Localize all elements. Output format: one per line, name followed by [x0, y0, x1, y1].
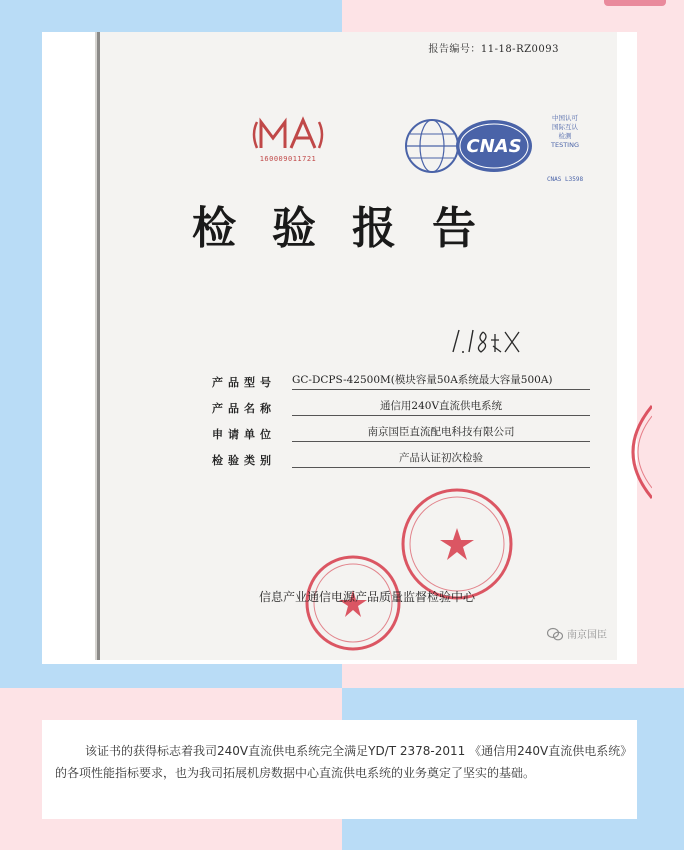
field-row-model	[212, 368, 602, 394]
corner-accent	[604, 0, 666, 6]
caption-card	[42, 720, 637, 819]
caption-text: 该证书的获得标志着我司240V直流供电系统完全满足YD/T 2378-2011 《通信用240V直流供电系统》的各项性能指标要求，也为我司拓展机房数据中心直流供电系统的业务奠定了坚实的基础。	[55, 744, 627, 780]
cma-number: 160009011721	[259, 155, 317, 163]
cma-mark-icon	[247, 114, 329, 154]
document-title: 检验报告	[192, 203, 512, 254]
cnas-id: CNAS L3598	[546, 176, 584, 183]
report-fields	[212, 368, 602, 472]
watermark	[547, 626, 607, 641]
field-value: GC-DCPS-42500M(模块容量50A系统最大容量500A)	[292, 372, 590, 390]
field-row-applicant	[212, 420, 602, 446]
field-row-name	[212, 394, 602, 420]
field-label: 产品名称	[212, 402, 276, 415]
field-label: 检验类别	[212, 454, 276, 467]
field-value: 南京国臣直流配电科技有限公司	[292, 424, 590, 442]
cma-logo	[247, 114, 329, 163]
red-seal-stamp	[397, 484, 517, 604]
red-seal-edge	[612, 402, 652, 502]
cnas-side-text: 中国认可 国际互认 检测 TESTING	[551, 114, 579, 149]
handwriting-scribble	[449, 324, 529, 358]
issuing-organization: 信息产业通信电源产品质量监督检验中心	[258, 590, 475, 604]
certificate-photo	[42, 32, 637, 664]
cnas-logo	[402, 114, 584, 184]
report-paper	[97, 32, 617, 660]
field-row-category	[212, 446, 602, 472]
cnas-wordmark: CNAS	[466, 136, 522, 157]
field-value: 产品认证初次检验	[292, 450, 590, 468]
field-label: 申请单位	[212, 428, 276, 441]
field-value: 通信用240V直流供电系统	[292, 398, 590, 416]
wechat-icon	[547, 627, 563, 641]
field-label: 产品型号	[212, 376, 276, 389]
report-number: 报告编号：11-18-RZ0093	[428, 44, 559, 55]
watermark-label: 南京国臣	[567, 630, 607, 641]
handwritten-note	[449, 324, 529, 358]
